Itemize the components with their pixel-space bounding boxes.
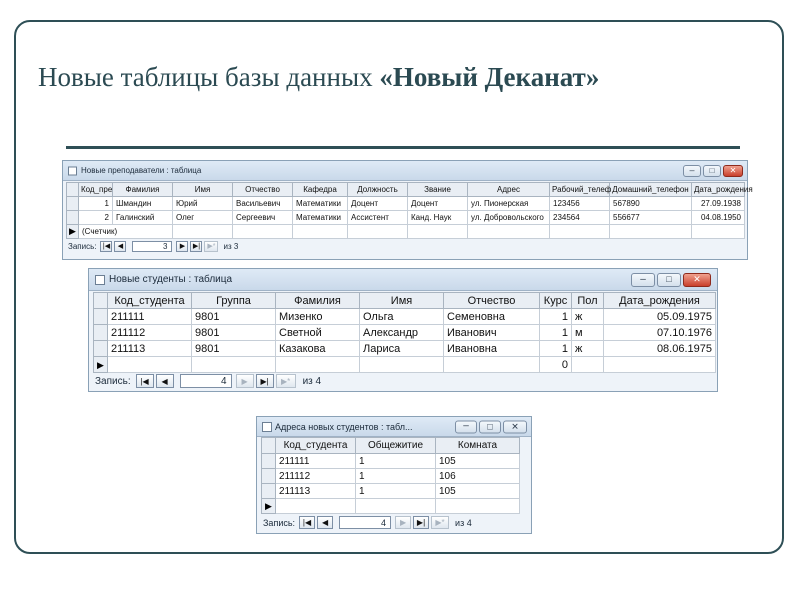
table-row xyxy=(262,454,520,469)
record-label: Запись: xyxy=(263,517,296,528)
column-header[interactable]: Домашний_телефон xyxy=(610,183,692,197)
first-record-icon[interactable]: |◀ xyxy=(100,241,112,252)
table-cell[interactable] xyxy=(604,357,716,373)
row-selector[interactable] xyxy=(94,325,108,341)
table-row xyxy=(94,325,716,341)
next-record-icon[interactable]: ▶ xyxy=(236,374,254,388)
table-cell[interactable] xyxy=(108,357,192,373)
table-cell[interactable]: Лариса xyxy=(360,341,444,357)
column-header[interactable]: Фамилия xyxy=(276,293,360,309)
table-row xyxy=(262,469,520,484)
new-record-icon[interactable]: ▶* xyxy=(431,516,449,529)
window-titlebar[interactable] xyxy=(63,161,747,181)
table-cell[interactable]: 1 xyxy=(356,454,436,469)
teachers-table-window xyxy=(62,160,753,260)
column-header[interactable]: Адрес xyxy=(468,183,550,197)
column-header[interactable]: Курс xyxy=(540,293,572,309)
table-cell[interactable]: 106 xyxy=(436,469,520,484)
slide-title xyxy=(38,62,599,93)
table-cell[interactable]: Мизенко xyxy=(276,309,360,325)
close-icon[interactable]: ✕ xyxy=(503,420,527,433)
table-cell[interactable]: 1 xyxy=(79,197,113,211)
column-header[interactable]: Пол xyxy=(572,293,604,309)
row-selector[interactable] xyxy=(67,211,79,225)
column-header[interactable]: Дата_рождения xyxy=(604,293,716,309)
next-record-icon[interactable]: ▶ xyxy=(395,516,411,529)
table-cell[interactable]: Галинский xyxy=(113,211,173,225)
slide-title-database-name: «Новый Деканат» xyxy=(379,62,600,92)
table-cell[interactable]: 1 xyxy=(540,325,572,341)
row-selector-header[interactable] xyxy=(67,183,79,197)
new-record-row xyxy=(67,225,745,239)
previous-record-icon[interactable]: ◀ xyxy=(317,516,333,529)
students-grid xyxy=(93,292,716,373)
table-cell[interactable]: 234564 xyxy=(550,211,610,225)
table-cell[interactable] xyxy=(610,225,692,239)
table-cell[interactable] xyxy=(276,357,360,373)
table-cell[interactable]: 27.09.1938 xyxy=(692,197,745,211)
autonumber-cell[interactable]: (Счетчик) xyxy=(79,225,173,239)
table-cell[interactable]: Сергеевич xyxy=(233,211,293,225)
window-title: Новые преподаватели : таблица xyxy=(81,166,202,175)
table-cell[interactable]: Шмандин xyxy=(113,197,173,211)
table-cell[interactable]: 211111 xyxy=(276,454,356,469)
row-selector[interactable] xyxy=(262,484,276,499)
column-header[interactable]: Имя xyxy=(173,183,233,197)
table-cell[interactable] xyxy=(408,225,468,239)
record-number-input[interactable]: 3 xyxy=(132,241,172,252)
teachers-grid xyxy=(66,182,753,239)
row-selector[interactable] xyxy=(67,197,79,211)
table-cell[interactable] xyxy=(233,225,293,239)
table-cell[interactable]: 211113 xyxy=(108,341,192,357)
table-cell[interactable]: 556677 xyxy=(610,211,692,225)
table-cell[interactable]: 05.09.1975 xyxy=(604,309,716,325)
minimize-icon[interactable]: – xyxy=(631,273,655,287)
maximize-icon[interactable]: □ xyxy=(703,165,721,177)
row-selector-header[interactable] xyxy=(262,438,276,454)
table-cell[interactable]: ул. Пионерская xyxy=(468,197,550,211)
table-row xyxy=(94,309,716,325)
window-controls xyxy=(683,165,743,177)
record-navigator xyxy=(95,373,321,389)
close-icon[interactable]: ✕ xyxy=(683,273,711,287)
table-row xyxy=(67,211,745,225)
row-selector-header[interactable] xyxy=(94,293,108,309)
table-cell[interactable]: Ольга xyxy=(360,309,444,325)
row-selector[interactable] xyxy=(262,499,276,514)
students-table-window xyxy=(88,268,718,392)
window-titlebar[interactable] xyxy=(89,269,717,291)
new-record-icon[interactable]: ▶* xyxy=(204,241,218,252)
table-cell[interactable]: ж xyxy=(572,309,604,325)
table-cell[interactable]: Иванович xyxy=(444,325,540,341)
title-divider xyxy=(66,146,740,149)
column-header[interactable]: Код_студента xyxy=(108,293,192,309)
table-cell[interactable] xyxy=(348,225,408,239)
table-row xyxy=(94,341,716,357)
table-cell[interactable]: Ассистент xyxy=(348,211,408,225)
last-record-icon[interactable]: ▶| xyxy=(256,374,274,388)
table-cell[interactable]: 9801 xyxy=(192,341,276,357)
addresses-grid xyxy=(261,437,520,514)
table-cell[interactable]: 211112 xyxy=(108,325,192,341)
table-cell[interactable]: Математики xyxy=(293,211,348,225)
table-cell[interactable]: м xyxy=(572,325,604,341)
current-row-marker-icon: ▶ xyxy=(97,359,104,370)
record-count: из 4 xyxy=(302,375,322,387)
table-cell[interactable] xyxy=(468,225,550,239)
table-cell[interactable]: Александр xyxy=(360,325,444,341)
column-header[interactable]: Кафедра xyxy=(293,183,348,197)
table-cell[interactable]: 211113 xyxy=(276,484,356,499)
table-cell[interactable]: Канд. Наук xyxy=(408,211,468,225)
table-cell[interactable]: ж xyxy=(572,341,604,357)
table-row xyxy=(262,484,520,499)
table-cell[interactable] xyxy=(550,225,610,239)
new-record-icon[interactable]: ▶* xyxy=(276,374,296,388)
new-record-row xyxy=(262,499,520,514)
row-selector[interactable] xyxy=(94,341,108,357)
minimize-icon[interactable]: – xyxy=(683,165,701,177)
record-label: Запись: xyxy=(68,241,97,251)
table-cell[interactable]: Казакова xyxy=(276,341,360,357)
record-number-input[interactable]: 4 xyxy=(339,516,391,529)
column-header[interactable]: Фамилия xyxy=(113,183,173,197)
table-cell[interactable] xyxy=(572,357,604,373)
table-cell[interactable]: 1 xyxy=(540,341,572,357)
table-cell[interactable] xyxy=(692,225,745,239)
record-navigator xyxy=(263,515,472,530)
column-header[interactable]: Рабочий_телеф xyxy=(550,183,610,197)
table-cell[interactable]: 1 xyxy=(356,469,436,484)
table-cell[interactable]: 2 xyxy=(79,211,113,225)
current-row-marker-icon: ▶ xyxy=(69,226,76,236)
row-selector[interactable] xyxy=(67,225,79,239)
table-cell[interactable]: Математики xyxy=(293,197,348,211)
table-cell[interactable]: 08.06.1975 xyxy=(604,341,716,357)
table-cell[interactable]: 07.10.1976 xyxy=(604,325,716,341)
column-header[interactable]: Отчество xyxy=(444,293,540,309)
minimize-icon[interactable]: – xyxy=(455,420,477,433)
window-titlebar[interactable] xyxy=(257,417,531,437)
previous-record-icon[interactable]: ◀ xyxy=(114,241,126,252)
column-header[interactable]: Дата_рождения xyxy=(692,183,745,197)
table-cell[interactable] xyxy=(293,225,348,239)
table-cell[interactable]: 105 xyxy=(436,454,520,469)
row-selector[interactable] xyxy=(94,309,108,325)
table-cell[interactable]: 0 xyxy=(540,357,572,373)
column-header[interactable]: Код_студента xyxy=(276,438,356,454)
first-record-icon[interactable]: |◀ xyxy=(136,374,154,388)
table-cell[interactable]: 9801 xyxy=(192,325,276,341)
table-cell[interactable] xyxy=(192,357,276,373)
column-header[interactable]: Имя xyxy=(360,293,444,309)
last-record-icon[interactable]: ▶| xyxy=(190,241,202,252)
column-header[interactable]: Группа xyxy=(192,293,276,309)
table-cell[interactable] xyxy=(276,499,356,514)
table-cell[interactable] xyxy=(444,357,540,373)
window-title: Новые студенты : таблица xyxy=(109,274,233,285)
current-row-marker-icon: ▶ xyxy=(265,500,272,511)
window-title: Адреса новых студентов : табл... xyxy=(275,422,413,432)
next-record-icon[interactable]: ▶ xyxy=(176,241,188,252)
table-cell[interactable]: 567890 xyxy=(610,197,692,211)
table-cell[interactable]: 211111 xyxy=(108,309,192,325)
table-row xyxy=(67,197,745,211)
table-cell[interactable]: Светной xyxy=(276,325,360,341)
student-addresses-window xyxy=(256,416,532,534)
table-cell[interactable]: 211112 xyxy=(276,469,356,484)
maximize-icon[interactable]: □ xyxy=(479,420,501,433)
column-header[interactable]: Код_пре xyxy=(79,183,113,197)
table-cell[interactable]: Юрий xyxy=(173,197,233,211)
table-cell[interactable]: Доцент xyxy=(348,197,408,211)
row-selector[interactable] xyxy=(262,469,276,484)
row-selector[interactable] xyxy=(94,357,108,373)
table-cell[interactable] xyxy=(173,225,233,239)
row-selector[interactable] xyxy=(262,454,276,469)
table-cell[interactable]: ул. Добровольского xyxy=(468,211,550,225)
column-header[interactable]: Отчество xyxy=(233,183,293,197)
column-header[interactable]: Должность xyxy=(348,183,408,197)
slide-title-main: Новые таблицы базы данных xyxy=(38,62,380,92)
new-record-row xyxy=(94,357,716,373)
table-cell[interactable]: Семеновна xyxy=(444,309,540,325)
record-number-input[interactable]: 4 xyxy=(180,374,232,388)
table-cell[interactable] xyxy=(436,499,520,514)
table-cell[interactable]: 123456 xyxy=(550,197,610,211)
column-header[interactable]: Звание xyxy=(408,183,468,197)
record-count: из 3 xyxy=(223,241,239,251)
table-cell[interactable] xyxy=(360,357,444,373)
table-cell[interactable]: 105 xyxy=(436,484,520,499)
record-label: Запись: xyxy=(95,375,131,387)
record-count: из 4 xyxy=(455,517,472,528)
table-cell[interactable]: Доцент xyxy=(408,197,468,211)
table-window-icon xyxy=(262,422,272,432)
table-cell[interactable]: 1 xyxy=(356,484,436,499)
table-cell[interactable]: 9801 xyxy=(192,309,276,325)
table-cell[interactable]: Васильевич xyxy=(233,197,293,211)
record-navigator xyxy=(68,239,238,253)
table-cell[interactable]: 04.08.1950 xyxy=(692,211,745,225)
table-window-icon xyxy=(68,166,77,175)
table-cell[interactable]: Олег xyxy=(173,211,233,225)
table-cell[interactable]: 1 xyxy=(540,309,572,325)
last-record-icon[interactable]: ▶| xyxy=(413,516,429,529)
window-controls xyxy=(455,420,527,433)
close-icon[interactable]: ✕ xyxy=(723,165,743,177)
previous-record-icon[interactable]: ◀ xyxy=(156,374,174,388)
table-cell[interactable] xyxy=(356,499,436,514)
maximize-icon[interactable]: □ xyxy=(657,273,681,287)
table-cell[interactable]: Ивановна xyxy=(444,341,540,357)
column-header[interactable]: Общежитие xyxy=(356,438,436,454)
table-window-icon xyxy=(95,275,105,285)
window-controls xyxy=(631,273,711,287)
first-record-icon[interactable]: |◀ xyxy=(299,516,315,529)
column-header[interactable]: Комната xyxy=(436,438,520,454)
